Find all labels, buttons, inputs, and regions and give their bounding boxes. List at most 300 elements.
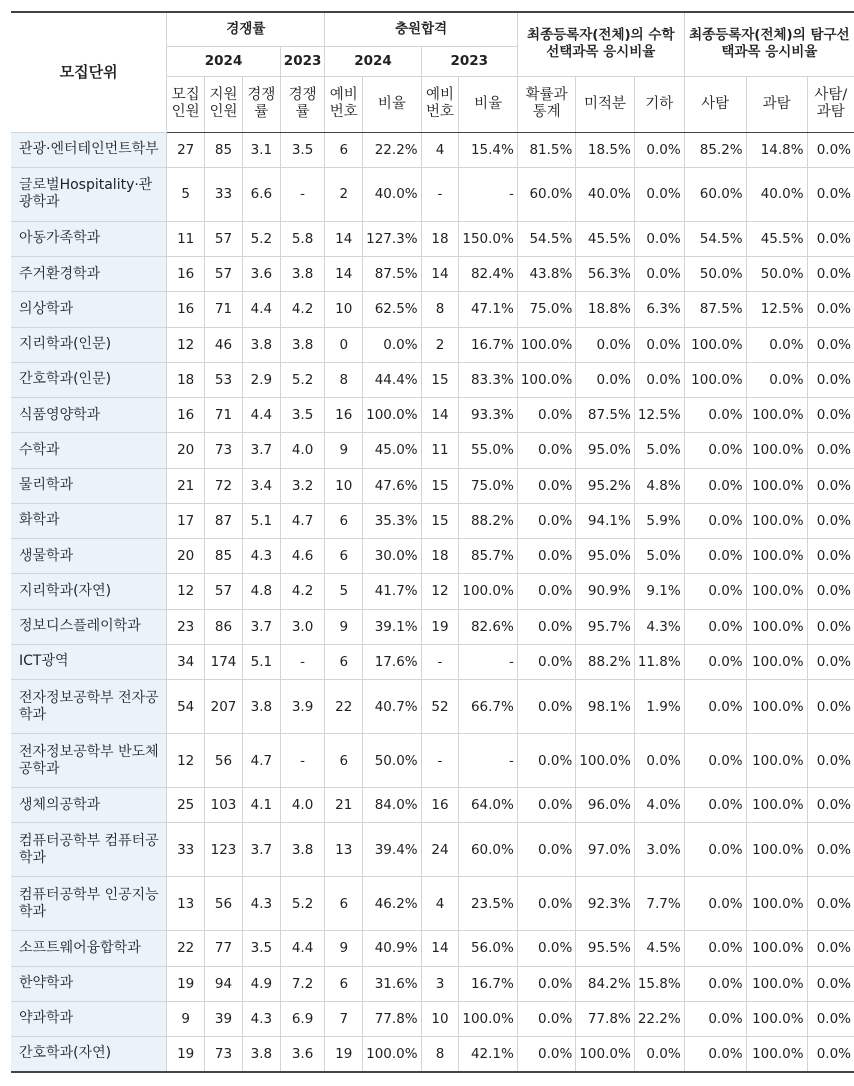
cell-rate-2023: 3.5 (280, 398, 325, 433)
header-science: 과탐 (746, 76, 807, 132)
cell-rate-2023: 4.0 (280, 433, 325, 468)
cell-rate-2023: - (280, 734, 325, 788)
cell-rate-2023: 4.2 (280, 292, 325, 327)
cell-waitnum-2024: 16 (325, 398, 363, 433)
cell-unit: 정보디스플레이학과 (11, 609, 167, 644)
cell-unit: 수학과 (11, 433, 167, 468)
cell-quota: 16 (167, 292, 205, 327)
cell-applicants: 71 (205, 292, 243, 327)
cell-waitnum-2023: 18 (421, 539, 459, 574)
cell-waitnum-2024: 10 (325, 468, 363, 503)
cell-prob-stats: 0.0% (517, 966, 575, 1001)
cell-waitnum-2024: 5 (325, 574, 363, 609)
cell-quota: 21 (167, 468, 205, 503)
cell-science: 45.5% (746, 221, 807, 256)
cell-waitnum-2024: 19 (325, 1037, 363, 1072)
header-mixed: 사탐/ 과탐 (807, 76, 854, 132)
table-header (11, 12, 854, 132)
cell-social: 60.0% (684, 167, 746, 221)
cell-applicants: 207 (205, 680, 243, 734)
cell-waitnum-2024: 10 (325, 292, 363, 327)
header-waitnum-2024: 예비 번호 (325, 76, 363, 132)
cell-mixed: 0.0% (807, 574, 854, 609)
cell-ratio-2023: 47.1% (459, 292, 517, 327)
cell-applicants: 77 (205, 931, 243, 966)
cell-prob-stats: 0.0% (517, 433, 575, 468)
cell-calculus: 96.0% (576, 788, 634, 823)
table-row (11, 398, 854, 433)
table-row (11, 257, 854, 292)
cell-unit: 물리학과 (11, 468, 167, 503)
cell-calculus: 0.0% (576, 362, 634, 397)
cell-rate-2023: 3.2 (280, 468, 325, 503)
cell-unit: 간호학과(자연) (11, 1037, 167, 1072)
cell-geometry: 22.2% (634, 1001, 684, 1036)
cell-waitnum-2024: 6 (325, 503, 363, 538)
cell-prob-stats: 0.0% (517, 734, 575, 788)
cell-social: 50.0% (684, 257, 746, 292)
cell-ratio-2023: 93.3% (459, 398, 517, 433)
cell-mixed: 0.0% (807, 398, 854, 433)
cell-unit: 생물학과 (11, 539, 167, 574)
cell-ratio-2024: 40.7% (363, 680, 421, 734)
table-row (11, 221, 854, 256)
cell-quota: 9 (167, 1001, 205, 1036)
cell-ratio-2024: 62.5% (363, 292, 421, 327)
cell-quota: 16 (167, 257, 205, 292)
cell-rate-2024: 2.9 (242, 362, 280, 397)
cell-mixed: 0.0% (807, 644, 854, 679)
cell-prob-stats: 0.0% (517, 1001, 575, 1036)
cell-geometry: 15.8% (634, 966, 684, 1001)
cell-quota: 11 (167, 221, 205, 256)
cell-social: 0.0% (684, 644, 746, 679)
cell-science: 100.0% (746, 433, 807, 468)
cell-social: 100.0% (684, 327, 746, 362)
cell-calculus: 88.2% (576, 644, 634, 679)
cell-science: 50.0% (746, 257, 807, 292)
cell-waitnum-2024: 21 (325, 788, 363, 823)
cell-rate-2023: 5.2 (280, 362, 325, 397)
cell-geometry: 5.0% (634, 433, 684, 468)
cell-prob-stats: 0.0% (517, 788, 575, 823)
cell-prob-stats: 54.5% (517, 221, 575, 256)
cell-applicants: 57 (205, 221, 243, 256)
cell-quota: 27 (167, 132, 205, 167)
table-row (11, 574, 854, 609)
cell-quota: 33 (167, 823, 205, 877)
cell-social: 0.0% (684, 609, 746, 644)
cell-calculus: 84.2% (576, 966, 634, 1001)
cell-unit: 지리학과(자연) (11, 574, 167, 609)
cell-ratio-2023: 55.0% (459, 433, 517, 468)
cell-waitnum-2024: 6 (325, 644, 363, 679)
header-applicants: 지원 인원 (205, 76, 243, 132)
cell-ratio-2024: 100.0% (363, 1037, 421, 1072)
cell-calculus: 56.3% (576, 257, 634, 292)
cell-social: 0.0% (684, 1037, 746, 1072)
header-ratio-2023: 비율 (459, 76, 517, 132)
cell-waitnum-2023: 3 (421, 966, 459, 1001)
cell-mixed: 0.0% (807, 966, 854, 1001)
cell-unit: 글로벌Hospitality·관광학과 (11, 167, 167, 221)
cell-geometry: 5.0% (634, 539, 684, 574)
cell-prob-stats: 60.0% (517, 167, 575, 221)
cell-prob-stats: 0.0% (517, 644, 575, 679)
cell-ratio-2024: 35.3% (363, 503, 421, 538)
cell-ratio-2023: 56.0% (459, 931, 517, 966)
header-filled: 충원합격 (325, 12, 517, 46)
header-competition-2024: 2024 (167, 46, 280, 76)
cell-rate-2024: 3.4 (242, 468, 280, 503)
cell-rate-2024: 4.9 (242, 966, 280, 1001)
cell-science: 100.0% (746, 1001, 807, 1036)
cell-social: 0.0% (684, 539, 746, 574)
cell-applicants: 94 (205, 966, 243, 1001)
cell-ratio-2024: 0.0% (363, 327, 421, 362)
cell-waitnum-2023: 11 (421, 433, 459, 468)
cell-ratio-2023: - (459, 734, 517, 788)
cell-science: 100.0% (746, 398, 807, 433)
cell-unit: 컴퓨터공학부 인공지능학과 (11, 877, 167, 931)
cell-rate-2023: 4.2 (280, 574, 325, 609)
cell-applicants: 85 (205, 539, 243, 574)
cell-mixed: 0.0% (807, 327, 854, 362)
cell-geometry: 0.0% (634, 221, 684, 256)
cell-geometry: 9.1% (634, 574, 684, 609)
cell-ratio-2023: 83.3% (459, 362, 517, 397)
table-row (11, 468, 854, 503)
table-row (11, 966, 854, 1001)
cell-waitnum-2024: 22 (325, 680, 363, 734)
header-filled-2023: 2023 (421, 46, 517, 76)
table-row (11, 644, 854, 679)
cell-rate-2023: 3.9 (280, 680, 325, 734)
cell-ratio-2023: - (459, 167, 517, 221)
cell-rate-2024: 4.4 (242, 398, 280, 433)
cell-rate-2023: 5.8 (280, 221, 325, 256)
cell-quota: 12 (167, 734, 205, 788)
cell-social: 100.0% (684, 362, 746, 397)
cell-waitnum-2023: 2 (421, 327, 459, 362)
cell-geometry: 0.0% (634, 1037, 684, 1072)
cell-mixed: 0.0% (807, 433, 854, 468)
cell-waitnum-2023: 4 (421, 132, 459, 167)
cell-mixed: 0.0% (807, 1037, 854, 1072)
header-filled-2024: 2024 (325, 46, 421, 76)
cell-rate-2024: 3.5 (242, 931, 280, 966)
cell-applicants: 57 (205, 574, 243, 609)
cell-rate-2024: 3.7 (242, 433, 280, 468)
cell-quota: 17 (167, 503, 205, 538)
cell-unit: 관광·엔터테인먼트학부 (11, 132, 167, 167)
cell-applicants: 72 (205, 468, 243, 503)
cell-prob-stats: 75.0% (517, 292, 575, 327)
cell-rate-2023: 4.4 (280, 931, 325, 966)
cell-geometry: 4.3% (634, 609, 684, 644)
cell-waitnum-2023: 15 (421, 503, 459, 538)
cell-quota: 16 (167, 398, 205, 433)
cell-science: 0.0% (746, 362, 807, 397)
table-row (11, 362, 854, 397)
cell-rate-2024: 4.8 (242, 574, 280, 609)
table-row (11, 1037, 854, 1072)
header-competition-2023: 2023 (280, 46, 325, 76)
cell-applicants: 73 (205, 1037, 243, 1072)
cell-rate-2024: 5.1 (242, 503, 280, 538)
cell-social: 54.5% (684, 221, 746, 256)
table-row (11, 609, 854, 644)
table-row (11, 503, 854, 538)
cell-applicants: 56 (205, 734, 243, 788)
cell-calculus: 95.0% (576, 433, 634, 468)
cell-applicants: 57 (205, 257, 243, 292)
table-row (11, 931, 854, 966)
cell-rate-2023: 4.7 (280, 503, 325, 538)
cell-rate-2023: - (280, 644, 325, 679)
cell-ratio-2024: 77.8% (363, 1001, 421, 1036)
cell-ratio-2023: 66.7% (459, 680, 517, 734)
cell-waitnum-2023: 15 (421, 468, 459, 503)
cell-prob-stats: 100.0% (517, 362, 575, 397)
header-math-ratio: 최종등록자(전체)의 수학선택과목 응시비율 (517, 12, 684, 76)
cell-calculus: 0.0% (576, 327, 634, 362)
cell-social: 0.0% (684, 503, 746, 538)
table-body (11, 132, 854, 1072)
cell-mixed: 0.0% (807, 132, 854, 167)
cell-waitnum-2024: 13 (325, 823, 363, 877)
cell-waitnum-2023: 15 (421, 362, 459, 397)
cell-quota: 23 (167, 609, 205, 644)
cell-ratio-2024: 31.6% (363, 966, 421, 1001)
cell-prob-stats: 43.8% (517, 257, 575, 292)
header-competition: 경쟁률 (167, 12, 325, 46)
table-row (11, 1001, 854, 1036)
header-ratio-2024: 비율 (363, 76, 421, 132)
cell-prob-stats: 0.0% (517, 877, 575, 931)
cell-waitnum-2024: 2 (325, 167, 363, 221)
cell-applicants: 174 (205, 644, 243, 679)
cell-rate-2023: 3.0 (280, 609, 325, 644)
cell-ratio-2023: 75.0% (459, 468, 517, 503)
cell-rate-2023: 3.5 (280, 132, 325, 167)
cell-quota: 19 (167, 966, 205, 1001)
cell-ratio-2023: 23.5% (459, 877, 517, 931)
cell-mixed: 0.0% (807, 734, 854, 788)
cell-quota: 20 (167, 433, 205, 468)
cell-geometry: 11.8% (634, 644, 684, 679)
cell-waitnum-2023: 16 (421, 788, 459, 823)
cell-quota: 22 (167, 931, 205, 966)
cell-waitnum-2024: 6 (325, 132, 363, 167)
cell-ratio-2023: 16.7% (459, 327, 517, 362)
cell-ratio-2024: 87.5% (363, 257, 421, 292)
cell-calculus: 95.0% (576, 539, 634, 574)
cell-rate-2024: 4.3 (242, 539, 280, 574)
cell-prob-stats: 0.0% (517, 823, 575, 877)
cell-ratio-2024: 84.0% (363, 788, 421, 823)
cell-unit: 간호학과(인문) (11, 362, 167, 397)
cell-unit: 약과학과 (11, 1001, 167, 1036)
cell-science: 100.0% (746, 680, 807, 734)
cell-geometry: 4.5% (634, 931, 684, 966)
cell-quota: 13 (167, 877, 205, 931)
cell-ratio-2024: 40.9% (363, 931, 421, 966)
cell-unit: 컴퓨터공학부 컴퓨터공학과 (11, 823, 167, 877)
header-rate-2023: 경쟁 률 (280, 76, 325, 132)
cell-waitnum-2023: - (421, 167, 459, 221)
cell-quota: 25 (167, 788, 205, 823)
cell-waitnum-2023: 52 (421, 680, 459, 734)
cell-waitnum-2024: 6 (325, 877, 363, 931)
cell-waitnum-2024: 6 (325, 734, 363, 788)
cell-social: 0.0% (684, 468, 746, 503)
cell-rate-2023: 5.2 (280, 877, 325, 931)
cell-waitnum-2024: 6 (325, 966, 363, 1001)
cell-mixed: 0.0% (807, 167, 854, 221)
cell-science: 100.0% (746, 966, 807, 1001)
cell-ratio-2024: 30.0% (363, 539, 421, 574)
cell-calculus: 45.5% (576, 221, 634, 256)
cell-waitnum-2023: 24 (421, 823, 459, 877)
cell-waitnum-2024: 6 (325, 539, 363, 574)
cell-science: 100.0% (746, 1037, 807, 1072)
cell-rate-2024: 4.1 (242, 788, 280, 823)
cell-quota: 20 (167, 539, 205, 574)
table-row (11, 539, 854, 574)
header-quota: 모집 인원 (167, 76, 205, 132)
cell-calculus: 87.5% (576, 398, 634, 433)
cell-social: 0.0% (684, 823, 746, 877)
cell-prob-stats: 0.0% (517, 1037, 575, 1072)
cell-applicants: 73 (205, 433, 243, 468)
cell-ratio-2024: 22.2% (363, 132, 421, 167)
table-row (11, 788, 854, 823)
cell-geometry: 0.0% (634, 132, 684, 167)
cell-rate-2024: 3.7 (242, 823, 280, 877)
cell-ratio-2023: 15.4% (459, 132, 517, 167)
cell-social: 0.0% (684, 1001, 746, 1036)
cell-rate-2024: 4.7 (242, 734, 280, 788)
cell-geometry: 0.0% (634, 167, 684, 221)
cell-ratio-2023: 42.1% (459, 1037, 517, 1072)
cell-calculus: 95.7% (576, 609, 634, 644)
cell-social: 85.2% (684, 132, 746, 167)
cell-prob-stats: 0.0% (517, 609, 575, 644)
cell-science: 100.0% (746, 503, 807, 538)
cell-mixed: 0.0% (807, 788, 854, 823)
cell-science: 100.0% (746, 574, 807, 609)
cell-ratio-2023: - (459, 644, 517, 679)
cell-prob-stats: 0.0% (517, 539, 575, 574)
cell-applicants: 85 (205, 132, 243, 167)
cell-ratio-2023: 16.7% (459, 966, 517, 1001)
cell-waitnum-2023: 10 (421, 1001, 459, 1036)
cell-ratio-2024: 39.4% (363, 823, 421, 877)
cell-geometry: 12.5% (634, 398, 684, 433)
cell-quota: 18 (167, 362, 205, 397)
admission-results-table (11, 11, 854, 1073)
cell-science: 100.0% (746, 788, 807, 823)
cell-waitnum-2024: 8 (325, 362, 363, 397)
cell-social: 87.5% (684, 292, 746, 327)
cell-ratio-2023: 88.2% (459, 503, 517, 538)
cell-mixed: 0.0% (807, 362, 854, 397)
cell-rate-2024: 6.6 (242, 167, 280, 221)
cell-mixed: 0.0% (807, 931, 854, 966)
cell-unit: 지리학과(인문) (11, 327, 167, 362)
cell-unit: 소프트웨어융합학과 (11, 931, 167, 966)
cell-rate-2024: 4.3 (242, 1001, 280, 1036)
cell-waitnum-2023: 19 (421, 609, 459, 644)
cell-calculus: 90.9% (576, 574, 634, 609)
cell-unit: 주거환경학과 (11, 257, 167, 292)
cell-waitnum-2024: 9 (325, 433, 363, 468)
cell-rate-2024: 4.4 (242, 292, 280, 327)
cell-calculus: 40.0% (576, 167, 634, 221)
cell-unit: 화학과 (11, 503, 167, 538)
cell-applicants: 33 (205, 167, 243, 221)
cell-unit: 한약학과 (11, 966, 167, 1001)
cell-geometry: 5.9% (634, 503, 684, 538)
cell-calculus: 77.8% (576, 1001, 634, 1036)
cell-calculus: 98.1% (576, 680, 634, 734)
cell-science: 100.0% (746, 609, 807, 644)
cell-prob-stats: 81.5% (517, 132, 575, 167)
cell-prob-stats: 0.0% (517, 680, 575, 734)
cell-ratio-2024: 50.0% (363, 734, 421, 788)
cell-science: 100.0% (746, 823, 807, 877)
cell-science: 40.0% (746, 167, 807, 221)
cell-social: 0.0% (684, 931, 746, 966)
cell-calculus: 97.0% (576, 823, 634, 877)
cell-mixed: 0.0% (807, 539, 854, 574)
table-row (11, 680, 854, 734)
table-row (11, 877, 854, 931)
header-geometry: 기하 (634, 76, 684, 132)
cell-ratio-2023: 82.6% (459, 609, 517, 644)
cell-waitnum-2023: - (421, 644, 459, 679)
cell-rate-2023: 4.6 (280, 539, 325, 574)
cell-applicants: 56 (205, 877, 243, 931)
cell-science: 100.0% (746, 734, 807, 788)
cell-mixed: 0.0% (807, 680, 854, 734)
cell-rate-2023: 6.9 (280, 1001, 325, 1036)
cell-waitnum-2024: 0 (325, 327, 363, 362)
cell-rate-2024: 3.8 (242, 680, 280, 734)
cell-rate-2023: 7.2 (280, 966, 325, 1001)
cell-science: 0.0% (746, 327, 807, 362)
header-explore-ratio: 최종등록자(전체)의 탐구선택과목 응시비율 (684, 12, 854, 76)
header-waitnum-2023: 예비 번호 (421, 76, 459, 132)
cell-social: 0.0% (684, 788, 746, 823)
cell-mixed: 0.0% (807, 257, 854, 292)
cell-applicants: 103 (205, 788, 243, 823)
cell-mixed: 0.0% (807, 503, 854, 538)
cell-waitnum-2024: 14 (325, 257, 363, 292)
cell-rate-2023: - (280, 167, 325, 221)
cell-waitnum-2024: 9 (325, 931, 363, 966)
cell-waitnum-2023: - (421, 734, 459, 788)
cell-science: 100.0% (746, 539, 807, 574)
cell-ratio-2023: 60.0% (459, 823, 517, 877)
cell-quota: 12 (167, 574, 205, 609)
cell-rate-2024: 3.8 (242, 327, 280, 362)
cell-mixed: 0.0% (807, 292, 854, 327)
cell-rate-2023: 3.6 (280, 1037, 325, 1072)
cell-applicants: 71 (205, 398, 243, 433)
cell-rate-2023: 3.8 (280, 327, 325, 362)
